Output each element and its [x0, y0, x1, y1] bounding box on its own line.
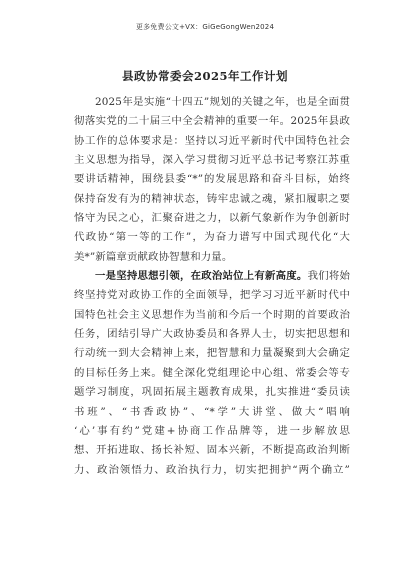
paragraph-line: 行动统一到大会精神上来，把智慧和力量凝聚到大会确定 — [74, 347, 350, 360]
paragraph-line: 美*”新篇章贡献政协智慧和力量。 — [74, 250, 233, 263]
paragraph-line: 彻落实党的二十届三中全会精神的重要一年。2025年县政 — [74, 115, 350, 128]
paragraph-line: ‘心’事有约”党建+协商工作品牌等，进一步解放思 — [74, 424, 350, 437]
paragraph-line: 任务，团结引导广大政协委员和各界人士，切实把思想和 — [74, 328, 350, 341]
paragraph-line: 代政协“第一等的工作”，为奋力谱写中国式现代化“大 — [74, 231, 350, 244]
paragraph-line: 主义思想为指导，深入学习贯彻习近平总书记考察江苏重 — [74, 154, 350, 167]
paragraph-line: 国特色社会主义思想作为当前和今后一个时期的首要政治 — [74, 308, 350, 321]
document-body — [74, 93, 350, 480]
paragraph-line: 力、政治领悟力、政治执行力，切实把拥护“两个确立” — [74, 463, 350, 476]
paragraph-line: 终坚持党对政协工作的全面领导，把学习习近平新时代中 — [74, 289, 350, 302]
paragraph-text: 我们将始 — [307, 270, 351, 283]
paragraph-line: 的目标任务上来。健全深化党组理论中心组、常委会等专 — [74, 366, 350, 379]
paragraph-line: 题学习制度，巩固拓展主题教育成果，扎实推进“委员读 — [74, 386, 350, 399]
paragraph-line-with-heading — [74, 267, 350, 286]
section-heading: 一是坚持思想引领，在政治站位上有新高度。 — [95, 270, 308, 283]
paragraph-line: 要讲话精神，围绕县委“*”的发展思路和奋斗目标，始终 — [74, 173, 350, 186]
paragraph-line: 2025年是实施“十四五”规划的关键之年，也是全面贯 — [95, 96, 350, 108]
paragraph-line: 书班”、“书香政协”、“*学”大讲堂、做大“唱响 — [74, 405, 350, 418]
paragraph-line: 保持奋发有为的精神状态，铸牢忠诚之魂，紧扣履职之要 — [74, 192, 350, 205]
document-title: 县政协常委会2025年工作计划 — [121, 69, 288, 83]
paragraph-line: 协工作的总体要求是：坚持以习近平新时代中国特色社会 — [74, 134, 350, 147]
paragraph-line: 想、开拓进取、扬长补短、固本兴新，不断提高政治判断 — [74, 444, 350, 457]
header-note: 更多免费公文+VX：GiGeGongWen2024 — [135, 23, 275, 31]
paragraph-line: 恪守为民之心，汇聚奋进之力，以新气象新作为争创新时 — [74, 212, 350, 225]
